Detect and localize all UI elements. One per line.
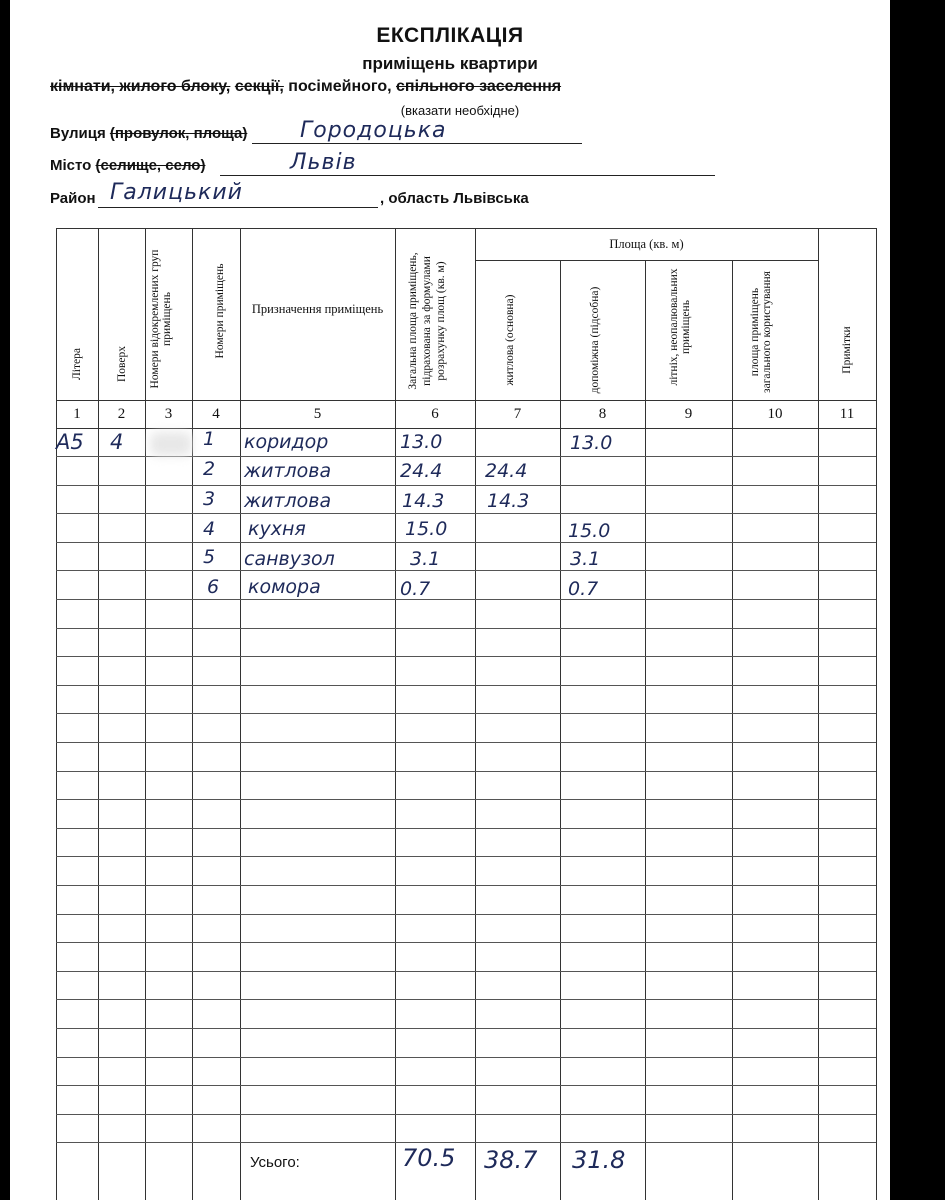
- row-line-6: [56, 628, 876, 629]
- col-line-4: [240, 228, 241, 1200]
- row6-no: 6: [207, 576, 220, 598]
- row6-aux: 0.7: [568, 578, 599, 600]
- row6-purpose: комора: [248, 576, 321, 598]
- col-line-0: [56, 228, 57, 1200]
- col-header-room-no: Номери приміщень: [214, 263, 226, 359]
- row-line-21: [56, 1057, 876, 1058]
- total-area: 70.5: [402, 1144, 456, 1172]
- row-line-4: [56, 570, 876, 571]
- row-line-8: [56, 685, 876, 686]
- area-group-header: Площа (кв. м): [609, 237, 684, 251]
- row1-litera: А5: [56, 430, 84, 454]
- city-value: Львів: [290, 150, 357, 175]
- instruction-note: (вказати необхідне): [400, 103, 520, 118]
- col-header-notes: Примітки: [841, 326, 853, 374]
- row1-total: 13.0: [400, 431, 443, 453]
- row-line-10: [56, 742, 876, 743]
- row2-total: 24.4: [400, 460, 443, 482]
- row-line-9: [56, 713, 876, 714]
- col-line-11: [876, 228, 877, 1200]
- street-struck: (провулок, площа): [109, 125, 248, 142]
- row1-floor: 4: [110, 430, 124, 454]
- col-number-5: 5: [313, 406, 322, 422]
- total-living: 38.7: [484, 1146, 538, 1174]
- col-line-9: [732, 260, 733, 1200]
- type-struck-2: секції,: [234, 78, 284, 95]
- row1-purpose: коридор: [244, 431, 329, 453]
- row3-living: 14.3: [487, 490, 530, 512]
- header-bottom-border: [56, 400, 876, 401]
- row4-purpose: кухня: [248, 518, 306, 540]
- city-underline: [220, 175, 715, 176]
- premises-type-line: [50, 78, 561, 96]
- row-line-15: [56, 885, 876, 886]
- row-line-16: [56, 914, 876, 915]
- col-number-10: 10: [767, 406, 783, 422]
- document-title: ЕКСПЛІКАЦІЯ: [376, 24, 524, 47]
- col-number-2: 2: [117, 406, 126, 422]
- redacted-area: [150, 432, 192, 456]
- row2-no: 2: [203, 458, 216, 480]
- row4-aux: 15.0: [568, 520, 611, 542]
- row2-purpose: житлова: [244, 460, 332, 482]
- street-underline: [252, 143, 582, 144]
- street-field: [50, 125, 247, 142]
- row-line-19: [56, 999, 876, 1000]
- col-line-7: [560, 260, 561, 1200]
- row-line-14: [56, 856, 876, 857]
- district-field: [50, 190, 96, 207]
- total-aux: 31.8: [572, 1146, 626, 1174]
- col-number-8: 8: [598, 406, 607, 422]
- type-selected: посімейного,: [288, 78, 392, 95]
- numbers-row-border: [56, 428, 876, 429]
- col-line-8: [645, 260, 646, 1200]
- city-struck: (селище, село): [95, 157, 206, 174]
- row3-total: 14.3: [402, 490, 445, 512]
- col-number-4: 4: [212, 406, 220, 422]
- col-line-1: [98, 228, 99, 1200]
- city-field: [50, 157, 205, 174]
- col-header-purpose: Призначення приміщень: [251, 302, 384, 316]
- city-label: Місто: [50, 157, 92, 174]
- col-line-5: [395, 228, 396, 1200]
- row-line-1: [56, 485, 876, 486]
- col-number-11: 11: [839, 406, 855, 422]
- row4-no: 4: [203, 518, 216, 540]
- row6-total: 0.7: [400, 578, 431, 600]
- row-line-24: [56, 1142, 876, 1143]
- col-header-summer: літніх, неопалювальних приміщень: [668, 268, 692, 386]
- row5-purpose: санвузол: [244, 548, 335, 570]
- row-line-12: [56, 799, 876, 800]
- type-struck-1: кімнати, жилого блоку,: [50, 78, 231, 95]
- col-line-6: [475, 228, 476, 1200]
- col-number-7: 7: [513, 406, 522, 422]
- street-value: Городоцька: [300, 118, 447, 143]
- type-struck-3: спільного заселення: [396, 78, 562, 95]
- row2-living: 24.4: [485, 460, 528, 482]
- total-label: Усього:: [250, 1154, 300, 1171]
- row1-no: 1: [203, 428, 216, 450]
- col-line-3: [192, 228, 193, 1200]
- col-line-2: [145, 228, 146, 1200]
- col-header-litera: Літера: [71, 348, 83, 380]
- row-line-18: [56, 971, 876, 972]
- document-page: [10, 0, 890, 1200]
- col-header-aux: допоміжна (підсобна): [589, 286, 601, 394]
- col-line-10: [818, 228, 819, 1200]
- col-number-6: 6: [431, 406, 439, 422]
- street-label: Вулиця: [50, 125, 106, 142]
- row-line-20: [56, 1028, 876, 1029]
- col-header-groups: Номери відокремлених груп приміщень: [149, 249, 173, 389]
- row1-aux: 13.0: [570, 432, 613, 454]
- col-number-1: 1: [73, 406, 81, 422]
- area-group-divider: [475, 260, 818, 261]
- row-line-11: [56, 771, 876, 772]
- col-header-common: площа приміщень загального користування: [749, 271, 773, 393]
- document-subtitle: приміщень квартири: [362, 54, 538, 73]
- row4-total: 15.0: [405, 518, 448, 540]
- row-line-23: [56, 1114, 876, 1115]
- row-line-3: [56, 542, 876, 543]
- row5-aux: 3.1: [570, 548, 601, 570]
- table-top-border: [56, 228, 876, 229]
- col-number-3: 3: [164, 406, 173, 422]
- col-header-living: житлова (основна): [504, 294, 516, 386]
- row-line-0: [56, 456, 876, 457]
- region-suffix: , область Львівська: [380, 190, 529, 207]
- district-value: Галицький: [110, 180, 243, 205]
- row-line-7: [56, 656, 876, 657]
- row3-purpose: житлова: [244, 490, 332, 512]
- district-underline: [98, 207, 378, 208]
- row5-no: 5: [203, 546, 216, 568]
- row-line-2: [56, 513, 876, 514]
- row-line-22: [56, 1085, 876, 1086]
- col-header-total: Загальна площа приміщень, підрахована за формулами розрахунку площ (кв. м): [407, 252, 447, 390]
- col-header-floor: Поверх: [116, 345, 128, 383]
- district-label: Район: [50, 190, 96, 207]
- row3-no: 3: [203, 488, 216, 510]
- row-line-17: [56, 942, 876, 943]
- row-line-13: [56, 828, 876, 829]
- row5-total: 3.1: [410, 548, 441, 570]
- row-line-5: [56, 599, 876, 600]
- col-number-9: 9: [684, 406, 693, 422]
